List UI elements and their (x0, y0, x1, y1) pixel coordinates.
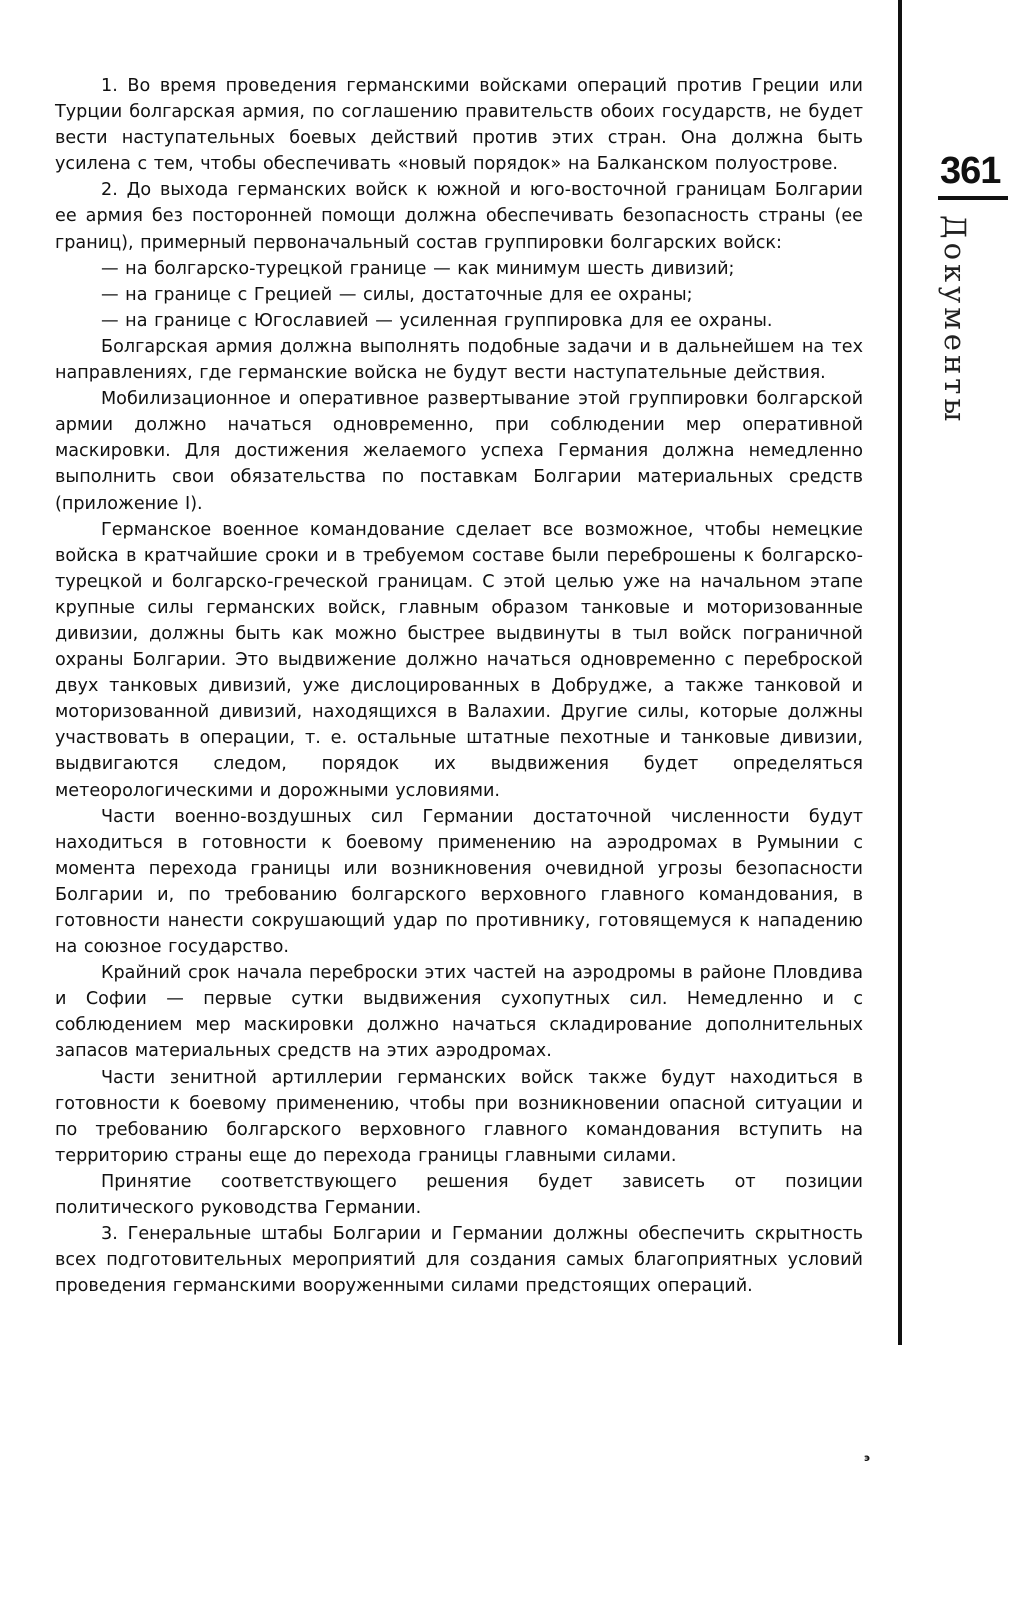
paragraph-2: 2. До выхода германских войск к южной и юго-восточной границам Болгарии ее армия без посторонней помощи должна обеспечивать безопасность страны (ее границ), примерный первоначальный состав группировки болгарских войск: (55, 180, 863, 253)
page-number-underline (938, 196, 1008, 200)
paragraph-3: 3. Генеральные штабы Болгарии и Германии должны обеспечить скрытность всех подготовительных мероприятий для создания самых благоприятных условий проведения германскими вооруженными силами предстоящих операций. (55, 1224, 863, 1297)
margin-rule (898, 0, 902, 1345)
list-item-yugoslav-border: — на границе с Югославией — усиленная группировка для ее охраны. (101, 310, 773, 331)
document-body (55, 73, 863, 1299)
paragraph-bulgarian-army-tasks: Болгарская армия должна выполнять подобные задачи и в дальнейшем на тех направлениях, где германские войска не будут вести наступательные действия. (55, 336, 863, 384)
page-number: 361 (940, 150, 1001, 192)
paragraph-air-force: Части военно-воздушных сил Германии достаточной численности будут находиться в готовности к боевому применению на аэродромах в Румынии с момента перехода границы или возникновения очевидной угрозы безопасности Болгарии и, по требованию болгарского верховного главного командования, в готовности нанести сокрушающий удар по противнику, готовящемуся к нападению на союзное государство. (55, 806, 863, 958)
list-item-turkish-border: — на болгарско-турецкой границе — как минимум шесть дивизий; (101, 258, 735, 279)
paragraph-german-command: Германское военное командование сделает все возможное, чтобы немецкие войска в кратчайшие сроки и в требуемом составе были переброшены к болгарско-турецкой и болгарско-греческой границам. С этой целью уже на начальном этапе крупные силы германских войск, главным образом танковые и моторизованные дивизии, должны быть как можно быстрее выдвинуты в тыл войск пограничной охраны Болгарии. Это выдвижение должно начаться одновременно с переброской двух танковых дивизий, уже дислоцированных в Добрудже, а также танковой и моторизованной дивизий, находящихся в Валахии. Другие силы, которые должны участвовать в операции, т. е. остальные штатные пехотные и танковые дивизии, выдвигаются следом, порядок их выдвижения будет определяться метеорологическими и дорожными условиями. (55, 519, 863, 801)
list-item-greek-border: — на границе с Грецией — силы, достаточные для ее охраны; (101, 284, 693, 305)
margin-mark: э (864, 1453, 870, 1464)
paragraph-anti-aircraft: Части зенитной артиллерии германских войск также будут находиться в готовности к боевому применению, чтобы при возникновении опасной ситуации и по требованию болгарского верховного главного командования вступить на территорию страны еще до перехода границы главными силами. (55, 1067, 863, 1166)
paragraph-1: 1. Во время проведения германскими войсками операций против Греции или Турции болгарская армия, по соглашению правительств обоих государств, не будет вести наступательных боевых действий против этих стран. Она должна быть усилена с тем, чтобы обеспечивать «новый порядок» на Балканском полуострове. (55, 76, 863, 175)
paragraph-mobilization: Мобилизационное и оперативное развертывание этой группировки болгарской армии должно начаться одновременно, при соблюдении мер оперативной маскировки. Для достижения желаемого успеха Германия должна немедленно выполнить свои обязательства по поставкам Болгарии материальных средств (приложение I). (55, 389, 863, 514)
paragraph-decision: Принятие соответствующего решения будет зависеть от позиции политического руководства Германии. (55, 1171, 863, 1219)
paragraph-deadline: Крайний срок начала переброски этих частей на аэродромы в районе Пловдива и Софии — первые сутки выдвижения сухопутных сил. Немедленно и с соблюдением мер маскировки должно начаться складирование дополнительных запасов материальных средств на этих аэродромах. (55, 963, 863, 1062)
section-label: Документы (938, 215, 972, 426)
